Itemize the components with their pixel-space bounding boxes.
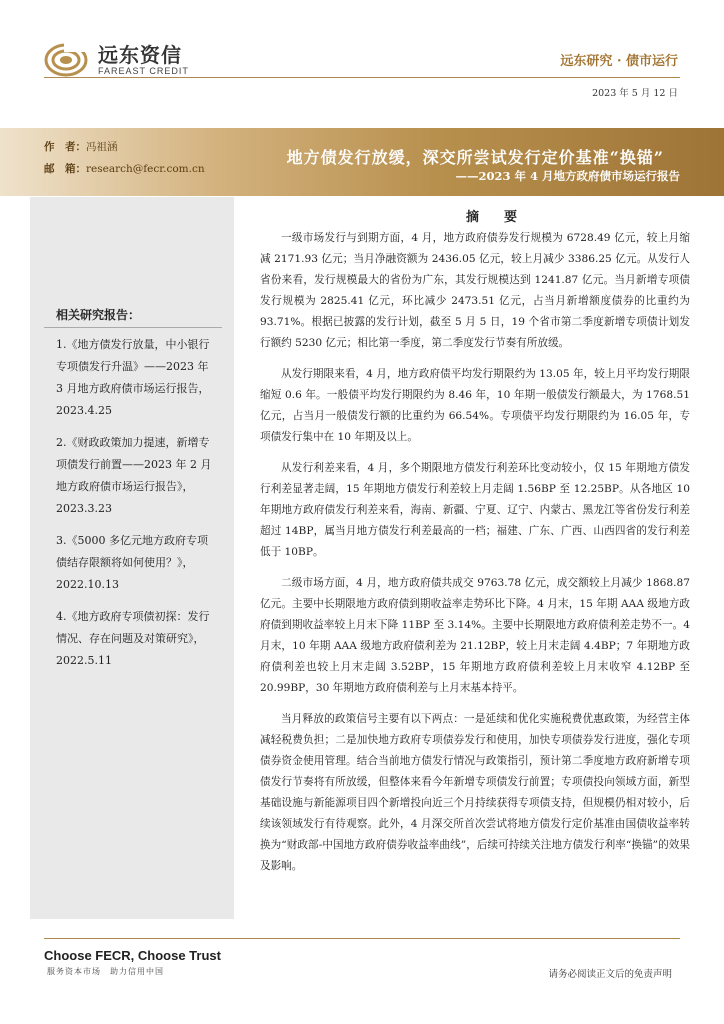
summary-paragraph-secondary-market: 二级市场方面，4 月，地方政府债共成交 9763.78 亿元，成交额较上月减少 1868.87 亿元。主要中长期限地方政府债到期收益率走势环比下降。4 月末，15 年期 AAA 级地方政府债到期收益率较上月末下降 11BP 至 3.14%。主要中长期限地方政府债利差走势不一。4 月末，10 年期 AAA 级地方政府债利差为 21.12BP，较上月末走阔 4.4BP；7 年期地方政府债利差也较上月末走阔 3.52BP，15 年期地方政府债利差较上月末收窄 4.12BP 至 20.99BP，30 年期地方政府债利差与上月末基本持平。 [260,577,690,694]
author-email[interactable]: research@fecr.com.cn [86,163,205,175]
logo-english-name: FAREAST CREDIT [98,65,189,76]
footer-slogan-english: Choose FECR, Choose Trust [44,948,221,963]
report-category: 远东研究 · 债市运行 [560,54,678,69]
related-reports-list [56,334,216,682]
company-logo [44,42,189,78]
summary-body [260,228,690,887]
summary-paragraph-maturity: 从发行期限来看，4 月，地方政府债平均发行期限约为 13.05 年，较上月平均发行期限缩短 0.6 年。一般债平均发行期限约为 8.46 年，10 年期一般债发行额最大，为 1768.51 亿元，占当月一般债发行额的比重约为 66.54%。专项债平均发行期限约为 16.05 年，专项债发行集中在 10 年期及以上。 [260,368,690,443]
related-report-item[interactable]: 3.《5000 多亿元地方政府专项债结存限额将如何使用？》，2022.10.13 [56,534,208,591]
author-line [44,139,118,154]
header-divider [44,77,680,78]
summary-paragraph-spread: 从发行利差来看，4 月，多个期限地方债发行利差环比变动较小，仅 15 年期地方债发行利差显著走阔，15 年期地方债发行利差较上月走阔 1.56BP 至 12.25BP。从各地区 10 年期地方政府债发行利差来看，海南、新疆、宁夏、辽宁、内蒙古、黑龙江等省份发行利差超过 14BP，属当月地方债发行利差最高的一档；福建、广东、广西、山西四省的发行利差低于 10BP。 [260,462,690,558]
footer-divider [44,938,680,939]
related-report-item[interactable]: 4.《地方政府专项债初探：发行情况、存在问题及对策研究》，2022.5.11 [56,610,210,667]
summary-paragraph-primary-market: 一级市场发行与到期方面，4 月，地方政府债券发行规模为 6728.49 亿元，较上月缩减 2171.93 亿元；当月净融资额为 2436.05 亿元，较上月减少 3386.25 亿元。从发行人省份来看，发行规模最大的省份为广东，其发行规模达到 1241.87 亿元。当月新增专项债发行规模为 2825.41 亿元，环比减少 2473.51 亿元，占当月新增额度债券的比重约为 93.71%。根据已披露的发行计划，截至 5 月 5 日，19 个省市第二季度新增专项债计划发行额约 5230 亿元；相比第一季度，第二季度发行节奏有所放缓。 [260,232,690,349]
email-line [44,161,205,176]
footer-slogan-chinese: 服务资本市场 助力信用中国 [47,967,164,976]
report-date: 2023 年 5 月 12 日 [592,88,678,99]
fareast-logo-icon [44,42,92,78]
email-label: 邮 箱： [44,163,86,175]
related-reports-divider [44,327,222,328]
related-report-item[interactable]: 2.《财政政策加力提速，新增专项债发行前置——2023 年 2 月地方政府债市场运行报告》，2023.3.23 [56,436,212,515]
author-label: 作 者： [44,141,86,153]
summary-heading: 摘 要 [466,210,524,225]
related-reports-title: 相关研究报告： [56,308,141,322]
related-report-item[interactable]: 1.《地方债发行放量，中小银行专项债发行升温》——2023 年 3 月地方政府债市场运行报告，2023.4.25 [56,338,210,417]
author-name: 冯祖涵 [86,141,118,153]
logo-chinese-name: 远东资信 [98,42,182,67]
report-subtitle: ——2023 年 4 月地方政府债市场运行报告 [455,169,680,183]
footer-disclaimer: 请务必阅读正文后的免责声明 [548,969,672,980]
summary-paragraph-policy: 当月释放的政策信号主要有以下两点：一是延续和优化实施税费优惠政策，为经营主体减轻税费负担；二是加快地方政府专项债券发行和使用，加快专项债券发行进度，强化专项债券资金使用管理。结合当前地方债发行情况与政策指引，预计第二季度地方政府新增专项债发行节奏将有所放缓，但整体来看今年新增专项债发行前置；专项债投向领域方面，新型基础设施与新能源项目四个新增投向近三个月持续获得专项债支持，但规模仍相对较小，后续该领域发行有待观察。此外，4 月深交所首次尝试将地方债发行定价基准由国债收益率转换为“财政部-中国地方政府债券收益率曲线”，后续可持续关注地方债发行利率“换锚”的效果及影响。 [260,713,690,872]
report-title: 地方债发行放缓，深交所尝试发行定价基准“换锚” [286,148,664,167]
